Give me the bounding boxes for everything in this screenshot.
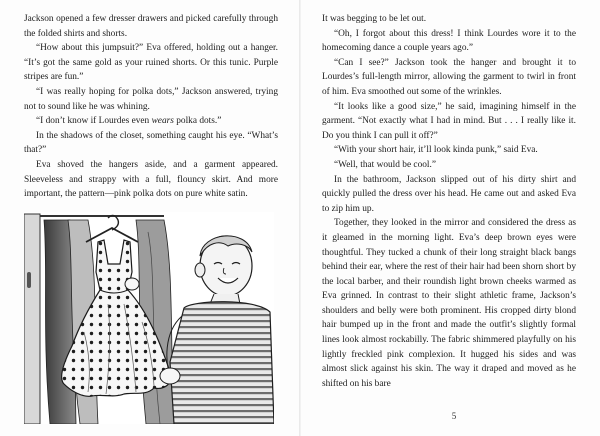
- page-number: 5: [451, 411, 457, 421]
- paragraph: Jackson opened a few dresser drawers and picked carefully through the folded shirts and shorts.: [24, 14, 278, 39]
- paragraph: “I was really hoping for polka dots,” Jackson answered, trying not to sound like he was whining.: [24, 86, 278, 112]
- paragraph: “With your short hair, it’ll look kinda punk,” said Eva.: [334, 145, 538, 156]
- paragraph: In the shadows of the closet, something caught his eye. “What’s that?”: [24, 130, 278, 156]
- paragraph: “Well, that would be cool.”: [334, 159, 436, 170]
- right-page-text: [322, 12, 576, 391]
- paragraph: Eva shoved the hangers aside, and a garment appeared. Sleeveless and strappy with a full, flouncy skirt. And more important, the pattern—pink polka dots on pure white satin.: [24, 159, 278, 200]
- paragraph: “It looks like a good size,” he said, imagining himself in the garment. “Not exactly what I had in mind. But . . . I really like it. Do you think I can pull it off?”: [322, 101, 576, 141]
- paragraph: “Oh, I forgot about this dress! I think Lourdes wore it to the homecoming dance a couple years ago.”: [322, 28, 576, 54]
- paragraph: “How about this jumpsuit?” Eva offered, holding out a hanger. “It’s got the same gold as your ruined shorts. Or this tunic. Purple stripes are fun.”: [24, 43, 278, 83]
- paragraph: It was begging to be let out.: [322, 14, 427, 24]
- illustration-boy-with-dress: [24, 212, 274, 424]
- paragraph: Together, they looked in the mirror and considered the dress as it gleamed in the morning light. Eva’s deep brown eyes were thoughtful. They tucked a chunk of their long straight black bangs behind their ear, where the rest of their hair had been shorn short by the local barber, and their roundish light brown cheeks warmed as Eva grinned. In contrast to their slight athletic frame, Jackson’s shoulders and belly were both prominent. His cropped dirty blond hair bumped up in the front and made the outfit’s slightly formal lines look almost rockabilly. The fabric shimmered playfully on his lightly freckled pink complexion. It hugged his sides and was almost slick against his skin. The way it draped and moved as he shifted on his bare: [322, 218, 576, 389]
- paragraph: “I don’t know if Lourdes even wears polka dots.”: [36, 116, 222, 127]
- paragraph: “Can I see?” Jackson took the hanger and brought it to Lourdes’s full-length mirror, allowing the garment to twirl in front of him. Eva smoothed out some of the wrinkles.: [322, 57, 576, 97]
- page-gutter: [299, 0, 301, 436]
- left-page-text: [24, 12, 278, 202]
- paragraph: In the bathroom, Jackson slipped out of his dirty shirt and quickly pulled the dress over his head. He came out and asked Eva to zip him up.: [322, 174, 576, 214]
